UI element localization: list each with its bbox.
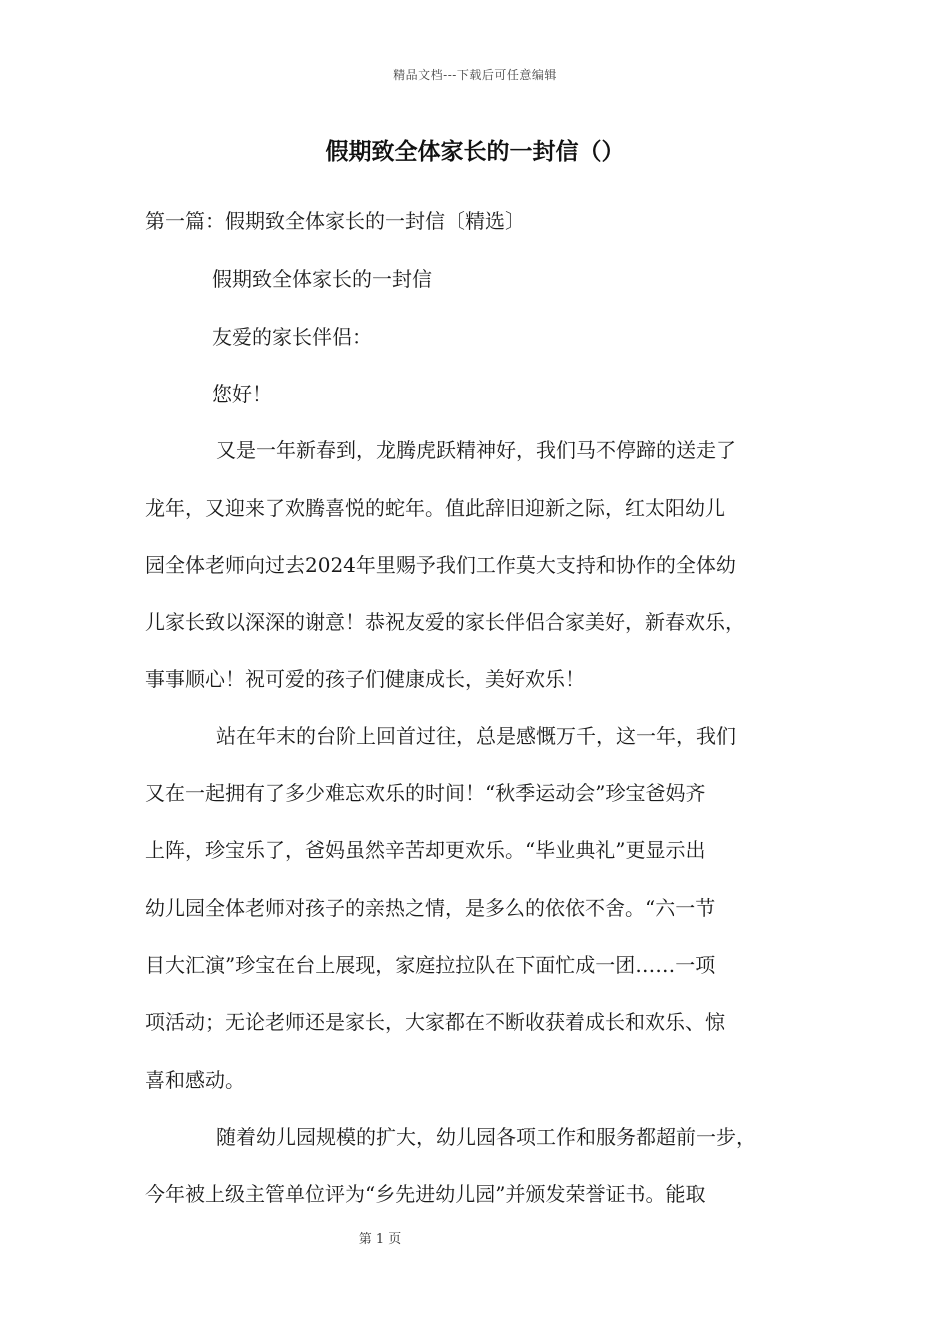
body-line: 园全体老师向过去2024年里赐予我们工作莫大支持和协作的全体幼 [145, 553, 736, 577]
body-line: 随着幼儿园规模的扩大，幼儿园各项工作和服务都超前一步， [216, 1125, 756, 1149]
section-heading: 第一篇：假期致全体家长的一封信〔精选〕 [145, 209, 525, 233]
letter-title: 假期致全体家长的一封信 [212, 267, 432, 291]
page-number: 第 1 页 [358, 1232, 402, 1247]
page-title: 假期致全体家长的一封信（） [325, 138, 625, 165]
body-line: 上阵，珍宝乐了，爸妈虽然辛苦却更欢乐。“毕业典礼”更显示出 [145, 838, 706, 862]
body-line: 目大汇演”珍宝在台上展现，家庭拉拉队在下面忙成一团……一项 [145, 953, 716, 977]
body-line: 龙年，又迎来了欢腾喜悦的蛇年。值此辞旧迎新之际，红太阳幼儿 [145, 496, 725, 520]
body-line: 幼儿园全体老师对孩子的亲热之情，是多么的依依不舍。“六一节 [145, 896, 716, 920]
body-line: 又在一起拥有了多少难忘欢乐的时间！“秋季运动会”珍宝爸妈齐 [145, 781, 706, 805]
greeting: 您好！ [212, 382, 272, 406]
body-line: 项活动；无论老师还是家长，大家都在不断收获着成长和欢乐、惊 [145, 1010, 725, 1034]
body-line: 又是一年新春到，龙腾虎跃精神好，我们马不停蹄的送走了 [216, 438, 736, 462]
header-note: 精品文档---下载后可任意编辑 [393, 68, 557, 82]
body-line: 喜和感动。 [145, 1068, 245, 1092]
body-line: 事事顺心！祝可爱的孩子们健康成长，美好欢乐！ [145, 667, 585, 691]
body-line: 今年被上级主管单位评为“乡先进幼儿园”并颁发荣誉证书。能取 [145, 1182, 706, 1206]
salutation: 友爱的家长伴侣： [212, 325, 372, 349]
body-line: 站在年末的台阶上回首过往，总是感慨万千，这一年，我们 [216, 724, 736, 748]
body-line: 儿家长致以深深的谢意！恭祝友爱的家长伴侣合家美好，新春欢乐， [145, 610, 745, 634]
